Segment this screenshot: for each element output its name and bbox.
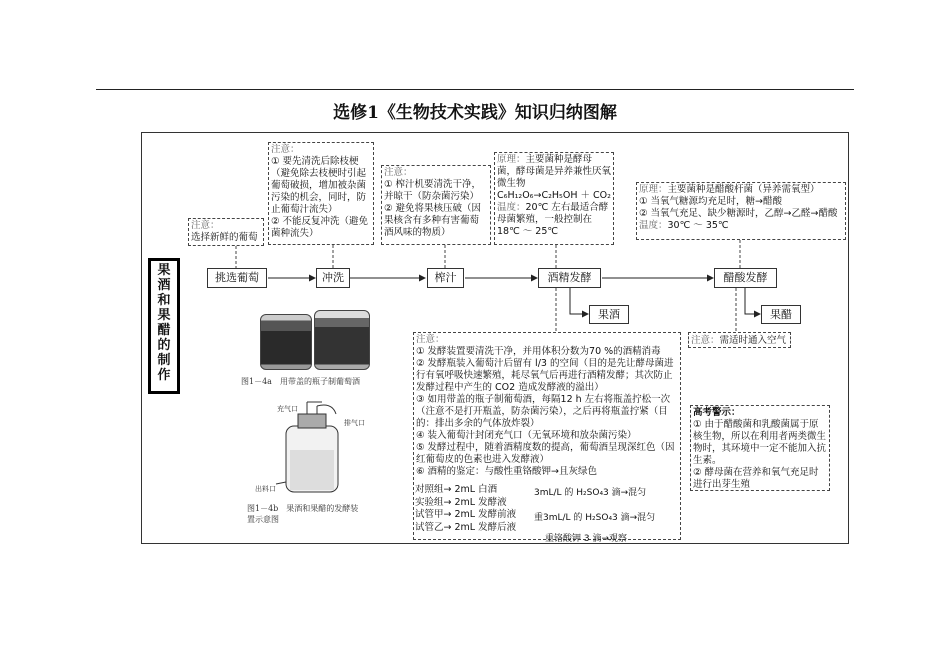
note-acetic-principle: 原理：主要菌种是醋酸杆菌（异养需氧型） ① 当氧气糖源均充足时，糖→醋酸 ② 当氧气充足、缺少糖源时，乙醇→乙醛→醋酸 温度：30℃ ～ 35℃: [636, 182, 846, 240]
reagent-step-3: 重铬酸钾 3 滴→观察: [545, 534, 627, 544]
figure-a-caption: 图1－4a 用带盖的瓶子制葡萄酒: [241, 377, 360, 386]
reagent-step-1: 3mL/L 的 H₂SO₄3 滴→混匀: [534, 485, 646, 498]
step-juice: 榨汁: [427, 268, 464, 288]
step-wash: 冲洗: [316, 268, 350, 288]
note-wash: 注意： ① 要先清洗后除枝梗（避免除去枝梗时引起葡萄破损，增加被杂菌污染的机会，同时，防止葡萄汁流失） ② 不能反复冲洗（避免菌种流失）: [268, 142, 374, 245]
note-item: ① 发酵装置要清洗干净，并用体积分数为70 %的酒精消毒: [416, 346, 661, 357]
note-item: ⑥ 酒精的鉴定：与酸性重铬酸钾→且灰绿色: [416, 466, 597, 477]
note-item: ⑤ 发酵过程中，随着酒精度数的提高，葡萄酒呈现深红色（因红葡萄皮的色素也进入发酵液）: [416, 442, 675, 465]
note-item: ④ 装入葡萄汁封闭充气口（无氧环境和放杂菌污染）: [416, 430, 637, 441]
note-alcohol-principle: 原理：主要菌种是酵母菌，酵母菌是异养兼性厌氧微生物 C₆H₁₂O₆→C₂H₅OH ＋ CO₂ 温度：20℃ 左右最适合酵母菌繁殖，一般控制在 18℃ ～ 25℃: [494, 152, 614, 245]
test-rows: 对照组→ 2mL 白酒 实验组→ 2mL 发酵液 试管甲→ 2mL 发酵前液 试管乙→ 2mL 发酵后液: [415, 484, 517, 533]
reagent-step-2: 重3mL/L 的 H₂SO₄3 滴→混匀: [534, 510, 655, 523]
note-item: ③ 如用带盖的瓶子制葡萄酒，每隔12 h 左右将瓶盖拧松一次（注意不是打开瓶盖，防杂菌污染），之后再将瓶盖拧紧（目的：排出多余的气体放炸裂）: [416, 394, 671, 429]
note-warning: 高考警示： ① 由于醋酸菌和乳酸菌属于原核生物，所以在利用者两类微生物时，其环境中一定不能加入抗生素。 ② 酵母菌在营养和氧气充足时进行出芽生殖: [690, 405, 830, 491]
outlet-label: 排气口: [344, 419, 365, 427]
figure-b-caption: 图1－4b 果酒和果醋的发酵装置示意图: [247, 504, 359, 524]
result-fruit-wine: 果酒: [589, 305, 629, 324]
vertical-title: 果 酒 和 果 醋 的 制 作: [148, 258, 180, 394]
inlet-label: 充气口: [277, 405, 298, 413]
note-alcohol-fermentation: 注意： ① 发酵装置要清洗干净，并用体积分数为70 %的酒精消毒 ② 发酵瓶装入葡萄汁后留有 l/3 的空间（目的是先让酵母菌进行有氧呼吸快速繁殖，耗尽氧气后再进行酒精发酵；其次防止发酵过程中产生的 CO2 造成发酵液的溢出） ③ 如用带盖的瓶子制葡萄酒，每隔12 h 左右将瓶盖拧松一次（注意不是打开瓶盖，防杂菌污染），之后再将瓶盖拧紧（目的：排出多余的气体放炸裂） ④ 装入葡萄汁封闭充气口（无氧环境和放杂菌污染） ⑤ 发酵过程中，随着酒精度数的提高，葡萄酒呈现深红色（因红葡萄皮的色素也进入发酵液） ⑥ 酒精的鉴定：与酸性重铬酸钾→且灰绿色: [413, 332, 681, 540]
step-select-grapes: 挑选葡萄: [207, 268, 267, 288]
note-item: ② 发酵瓶装入葡萄汁后留有 l/3 的空间（目的是先让酵母菌进行有氧呼吸快速繁殖，耗尽氧气后再进行酒精发酵；其次防止发酵过程中产生的 CO2 造成发酵液的溢出）: [416, 358, 674, 393]
page-title: 选修1《生物技术实践》知识归纳图解: [333, 103, 617, 123]
note-juice: 注意： ① 榨汁机要清洗干净，并晾干（防杂菌污染） ② 避免将果核压破（因果核含有多种有害葡萄酒风味的物质）: [381, 165, 491, 245]
result-fruit-vinegar: 果醋: [761, 305, 801, 324]
figure-jars: [256, 308, 376, 370]
note-select: 注意： 选择新鲜的葡萄: [188, 218, 264, 246]
step-alcohol-fermentation: 酒精发酵: [538, 268, 601, 288]
step-acetic-fermentation: 醋酸发酵: [714, 268, 777, 288]
sample-outlet-label: 出料口: [255, 485, 276, 493]
note-acetic: 注意：需适时通入空气: [688, 332, 791, 348]
